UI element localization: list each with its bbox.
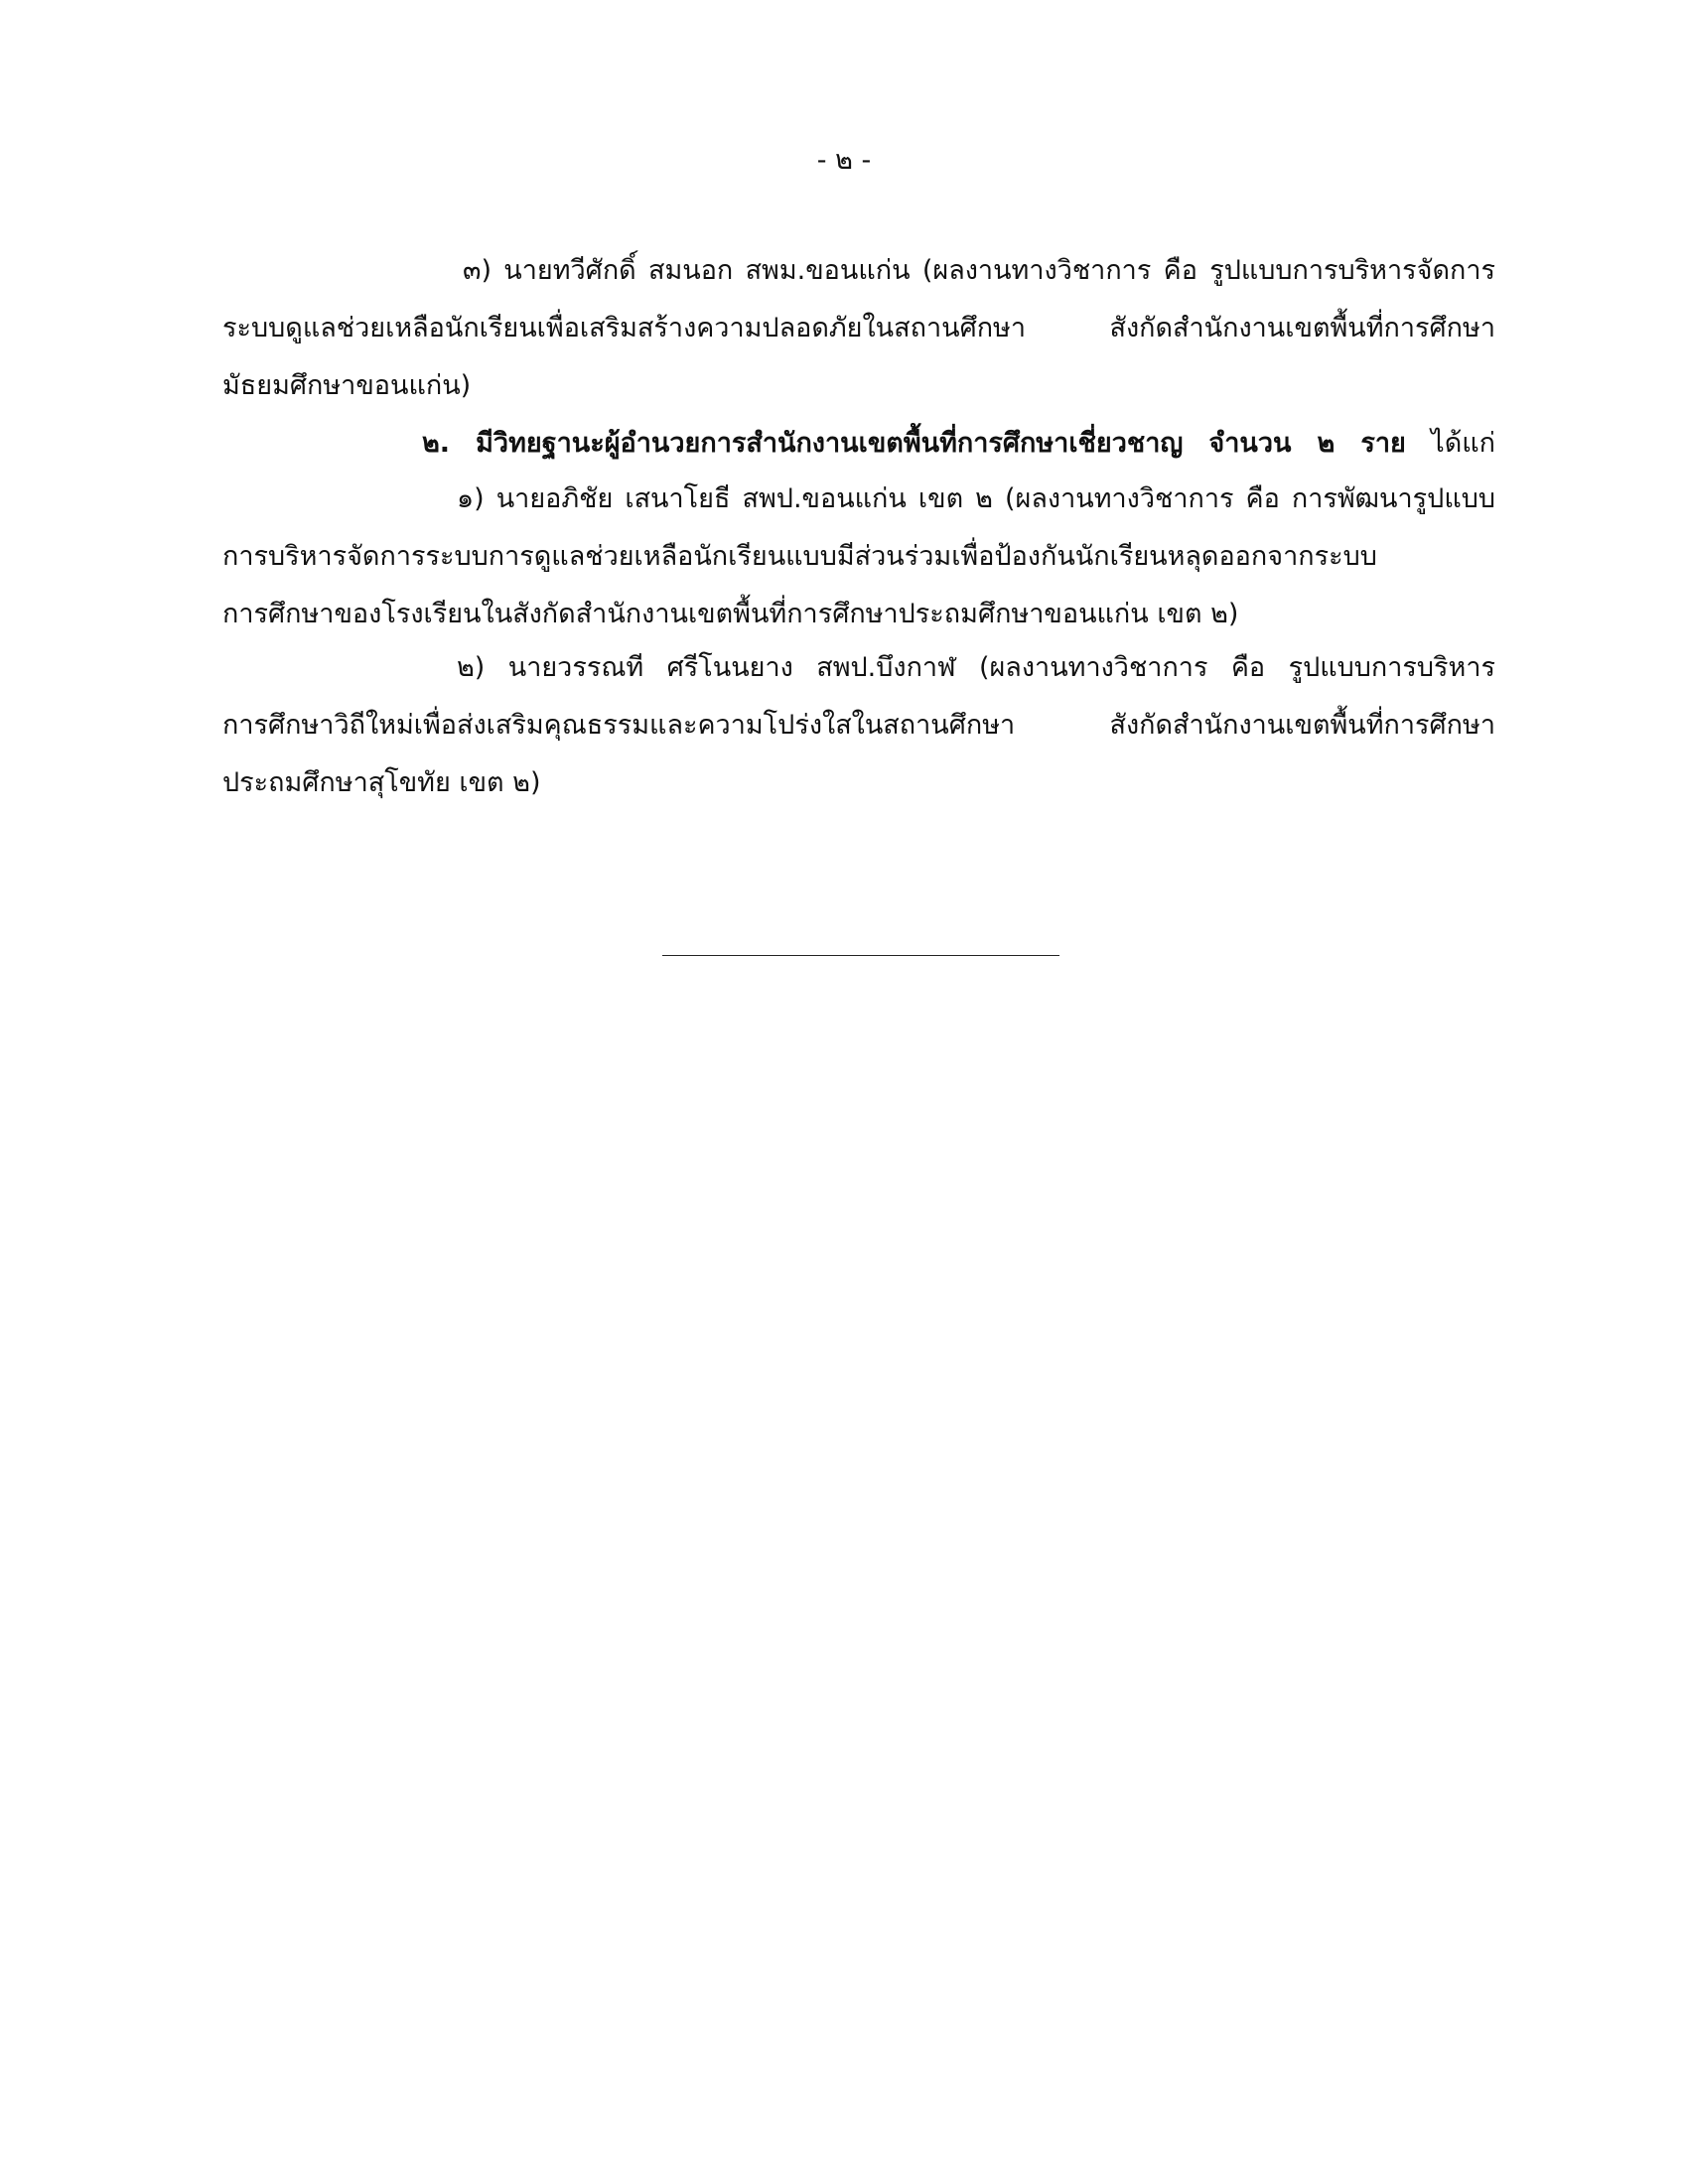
sub2-line1: ๒) นายวรรณที ศรีโนนยาง สพป.บึงกาฬ (ผลงานทางวิชาการ คือ รูปแบบการบริหาร (457, 652, 1495, 683)
page-number: - ๒ - (816, 145, 872, 176)
end-divider (662, 955, 1059, 956)
sub1-line1: ๑) นายอภิชัย เสนาโยธี สพป.ขอนแก่น เขต ๒ (ผลงานทางวิชาการ คือ การพัฒนารูปแบบ (457, 483, 1495, 514)
section2-heading-rest: ได้แก่ (1405, 428, 1495, 459)
item3-line1: ๓) นายทวีศักดิ์ สมนอก สพม.ขอนแก่น (ผลงานทางวิชาการ คือ รูปแบบการบริหารจัดการ (463, 255, 1495, 286)
sub2-line2: การศึกษาวิถีใหม่เพื่อส่งเสริมคุณธรรมและความโปร่งใสในสถานศึกษา สังกัดสำนักงานเขตพื้นที่การศึกษา (222, 710, 1495, 741)
sub1-line3: การศึกษาของโรงเรียนในสังกัดสำนักงานเขตพื้นที่การศึกษาประถมศึกษาขอนแก่น เขต ๒) (222, 599, 1239, 629)
item3-line3: มัธยมศึกษาขอนแก่น) (222, 370, 472, 401)
section2-heading-bold: ๒. มีวิทยฐานะผู้อำนวยการสำนักงานเขตพื้นที่การศึกษาเชี่ยวชาญ จำนวน ๒ ราย (422, 428, 1406, 459)
item3-line2: ระบบดูแลช่วยเหลือนักเรียนเพื่อเสริมสร้างความปลอดภัยในสถานศึกษา สังกัดสำนักงานเขตพื้นที่การศึกษา (222, 313, 1495, 343)
sub2-line3: ประถมศึกษาสุโขทัย เขต ๒) (222, 767, 541, 798)
sub1-line2: การบริหารจัดการระบบการดูแลช่วยเหลือนักเรียนแบบมีส่วนร่วมเพื่อป้องกันนักเรียนหลุดออกจากระบบ (222, 541, 1377, 572)
section2-heading (422, 426, 1495, 462)
